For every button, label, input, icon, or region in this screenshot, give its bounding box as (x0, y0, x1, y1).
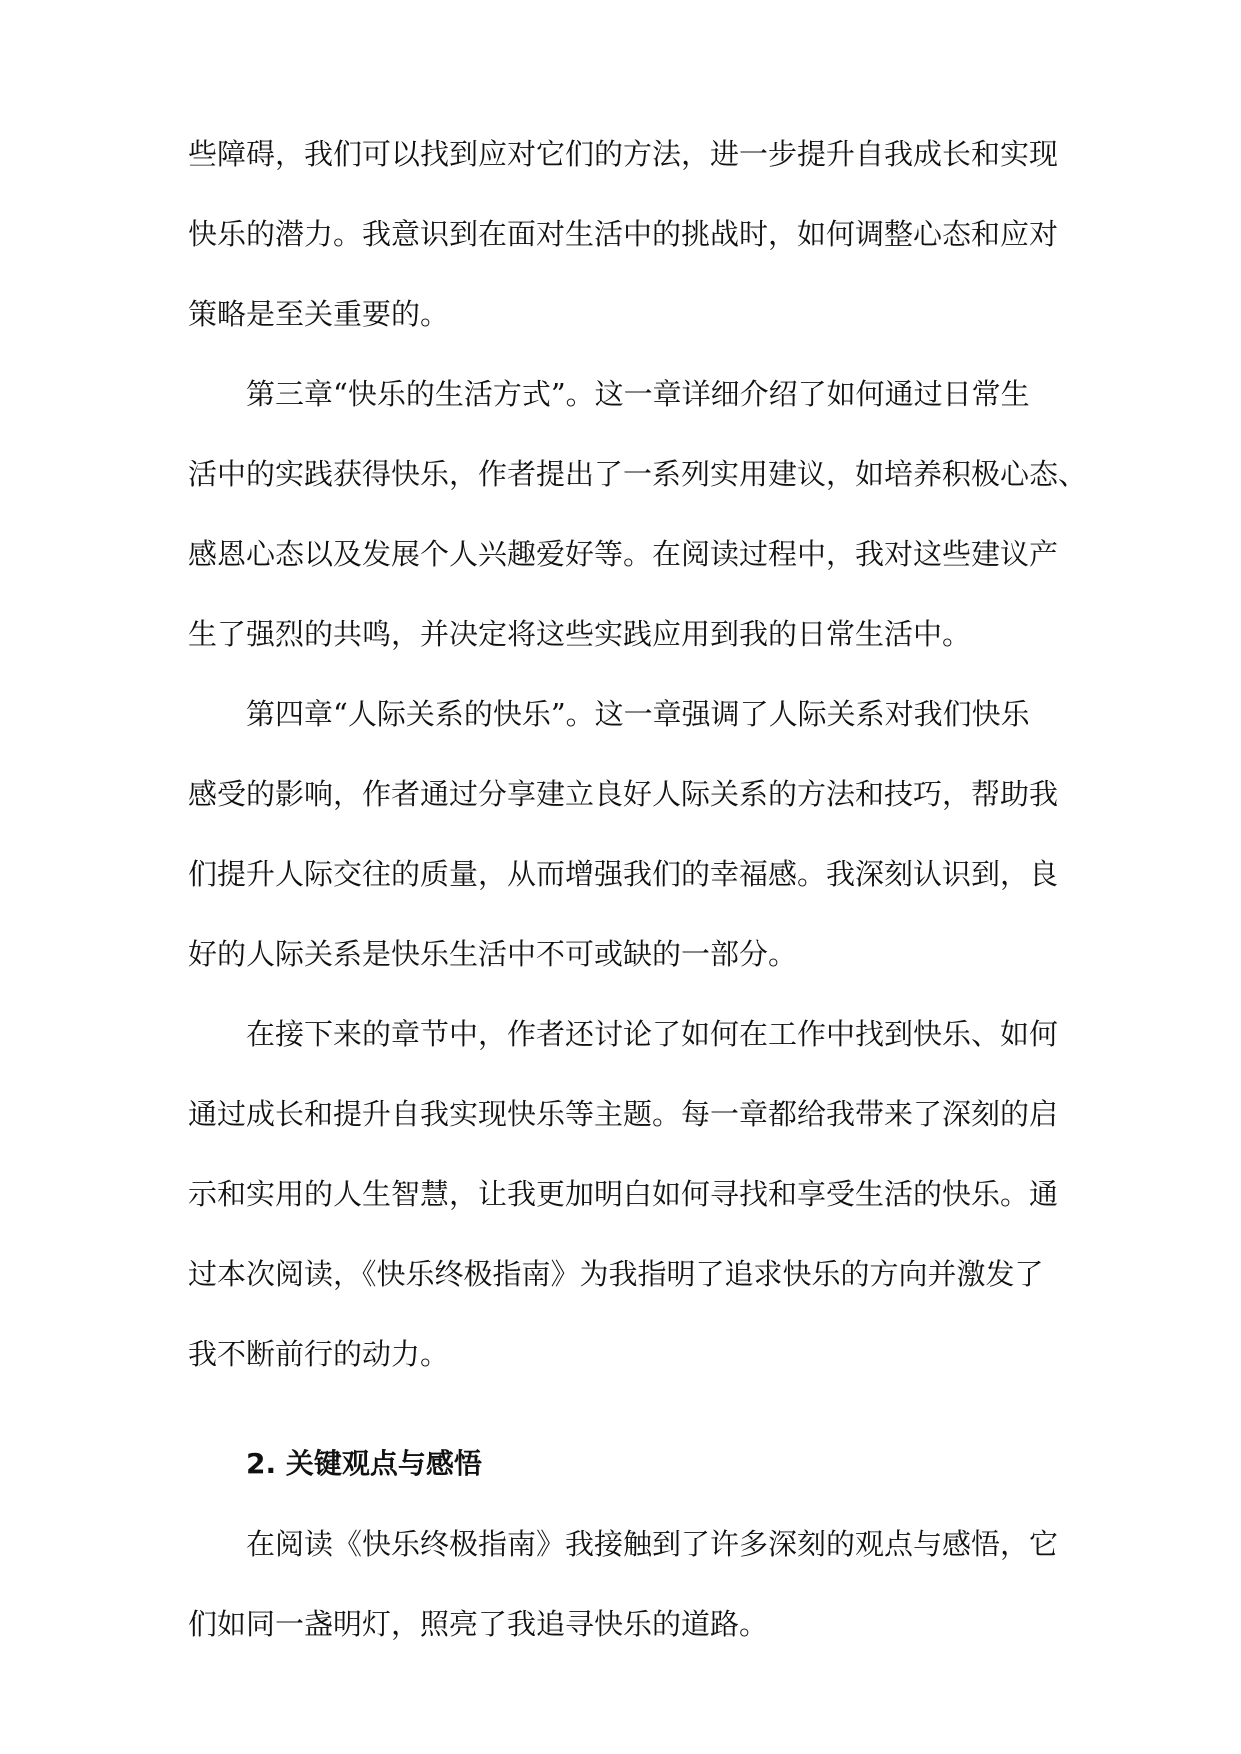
paragraph-2-line-3: 感恩心态以及发展个人兴趣爱好等。在阅读过程中，我对这些建议产 (188, 537, 1059, 571)
section-heading: 2. 关键观点与感悟 (246, 1447, 482, 1480)
paragraph-4-line-2: 通过成长和提升自我实现快乐等主题。每一章都给我带来了深刻的启 (188, 1097, 1059, 1131)
paragraph-3-line-4: 好的人际关系是快乐生活中不可或缺的一部分。 (188, 937, 798, 971)
paragraph-4-line-1: 在接下来的章节中，作者还讨论了如何在工作中找到快乐、如何 (246, 1017, 1059, 1051)
paragraph-3-line-1: 第四章“人际关系的快乐”。这一章强调了人际关系对我们快乐 (246, 697, 1030, 731)
paragraph-3-line-2: 感受的影响，作者通过分享建立良好人际关系的方法和技巧，帮助我 (188, 777, 1059, 811)
paragraph-1-line-2: 快乐的潜力。我意识到在面对生活中的挑战时，如何调整心态和应对 (188, 217, 1059, 251)
paragraph-1-line-1: 些障碍，我们可以找到应对它们的方法，进一步提升自我成长和实现 (188, 137, 1059, 171)
paragraph-4-line-3: 示和实用的人生智慧，让我更加明白如何寻找和享受生活的快乐。通 (188, 1177, 1059, 1211)
paragraph-2-line-4: 生了强烈的共鸣，并决定将这些实践应用到我的日常生活中。 (188, 617, 972, 651)
paragraph-2-line-1: 第三章“快乐的生活方式”。这一章详细介绍了如何通过日常生 (246, 377, 1030, 411)
paragraph-5-line-2: 们如同一盏明灯，照亮了我追寻快乐的道路。 (188, 1607, 769, 1641)
paragraph-1-line-3: 策略是至关重要的。 (188, 297, 450, 331)
paragraph-5-line-1: 在阅读《快乐终极指南》我接触到了许多深刻的观点与感悟，它 (246, 1527, 1059, 1561)
paragraph-4-line-5: 我不断前行的动力。 (188, 1337, 450, 1371)
paragraph-4-line-4: 过本次阅读，《快乐终极指南》为我指明了追求快乐的方向并激发了 (188, 1257, 1044, 1291)
paragraph-3-line-3: 们提升人际交往的质量，从而增强我们的幸福感。我深刻认识到，良 (188, 857, 1059, 891)
paragraph-2-line-2: 活中的实践获得快乐，作者提出了一系列实用建议，如培养积极心态、 (188, 457, 1088, 491)
